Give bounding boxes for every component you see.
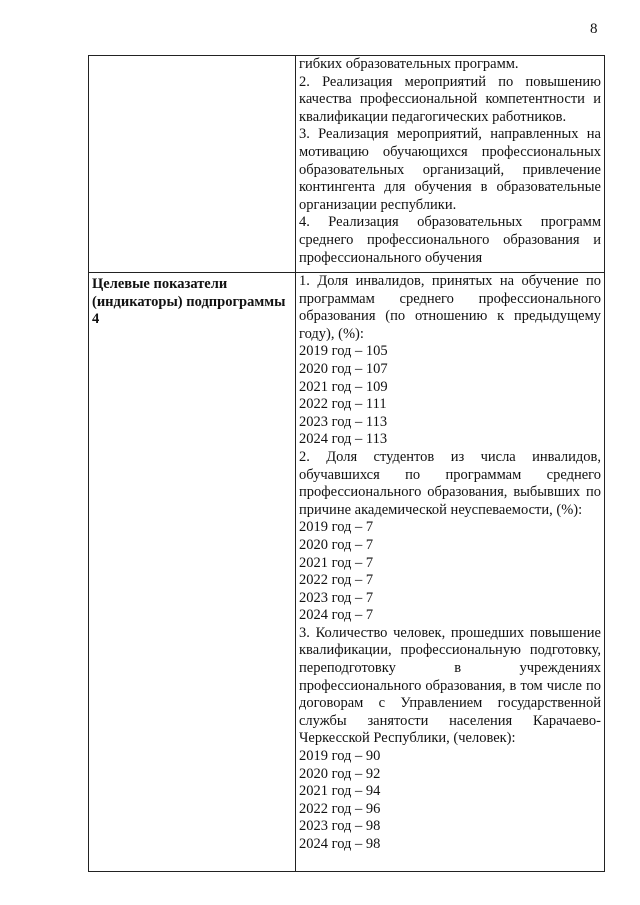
year-value: 2024 год – 98 bbox=[299, 836, 381, 852]
row-content-cell bbox=[296, 273, 605, 872]
year-value: 2021 год – 94 bbox=[299, 783, 381, 800]
indicator-text: 1. Доля инвалидов, принятых на обучение по программам среднего профессионального образования (по отношению к предыдущему году), (%): bbox=[299, 273, 601, 342]
continuation-paragraph: гибких образовательных программ. bbox=[299, 56, 519, 72]
year-value: 2022 год – 96 bbox=[299, 800, 381, 817]
indicator-block bbox=[299, 449, 601, 625]
year-value: 2020 год – 7 bbox=[299, 536, 374, 553]
year-value: 2021 год – 7 bbox=[299, 554, 374, 571]
indicator-block bbox=[299, 273, 601, 449]
row-label-cell bbox=[89, 56, 296, 273]
row-content-cell bbox=[296, 56, 605, 273]
measure-paragraph: 2. Реализация мероприятий по повышению качества профессиональной компетентности и квалификации педагогических работников. bbox=[299, 73, 601, 125]
measure-paragraph: 4. Реализация образовательных программ среднего профессионального образования и профессионального обучения bbox=[299, 214, 601, 266]
year-value: 2024 год – 7 bbox=[299, 607, 374, 624]
year-value: 2023 год – 98 bbox=[299, 818, 381, 835]
year-value: 2019 год – 7 bbox=[299, 519, 374, 536]
year-value: 2020 год – 92 bbox=[299, 765, 381, 782]
row-label-cell bbox=[89, 273, 296, 872]
year-value: 2021 год – 109 bbox=[299, 378, 388, 395]
year-value: 2023 год – 113 bbox=[299, 413, 388, 430]
year-value: 2023 год – 7 bbox=[299, 589, 374, 606]
year-value: 2024 год – 113 bbox=[299, 431, 388, 448]
year-value: 2020 год – 107 bbox=[299, 360, 388, 377]
year-value: 2022 год – 7 bbox=[299, 572, 374, 589]
subprogram-table bbox=[88, 55, 605, 872]
indicator-text: 2. Доля студентов из числа инвалидов, обучавшихся по программам среднего профессионального образования, выбывших по причине академической неуспеваемости, (%): bbox=[299, 448, 601, 518]
year-value: 2019 год – 90 bbox=[299, 748, 381, 765]
table-row bbox=[89, 273, 605, 872]
page-number: 8 bbox=[590, 21, 598, 37]
measure-paragraph: 3. Реализация мероприятий, направленных на мотивацию обучающихся профессиональных образовательных организаций, привлечение контингента для обучения в образовательные организации республики. bbox=[299, 126, 601, 213]
row-label: Целевые показатели (индикаторы) подпрограммы 4 bbox=[92, 276, 286, 327]
table-row bbox=[89, 56, 605, 273]
indicator-text: 3. Количество человек, прошедших повышение квалификации, профессиональную подготовку, переподготовку в учреждениях профессионального образования, в том числе по договорам с Управлением государственной службы занятости населения Карачаево-Черкесской Республики, (человек): bbox=[299, 624, 601, 747]
year-value: 2019 год – 105 bbox=[299, 343, 388, 360]
indicator-block bbox=[299, 625, 601, 854]
year-value: 2022 год – 111 bbox=[299, 396, 387, 413]
